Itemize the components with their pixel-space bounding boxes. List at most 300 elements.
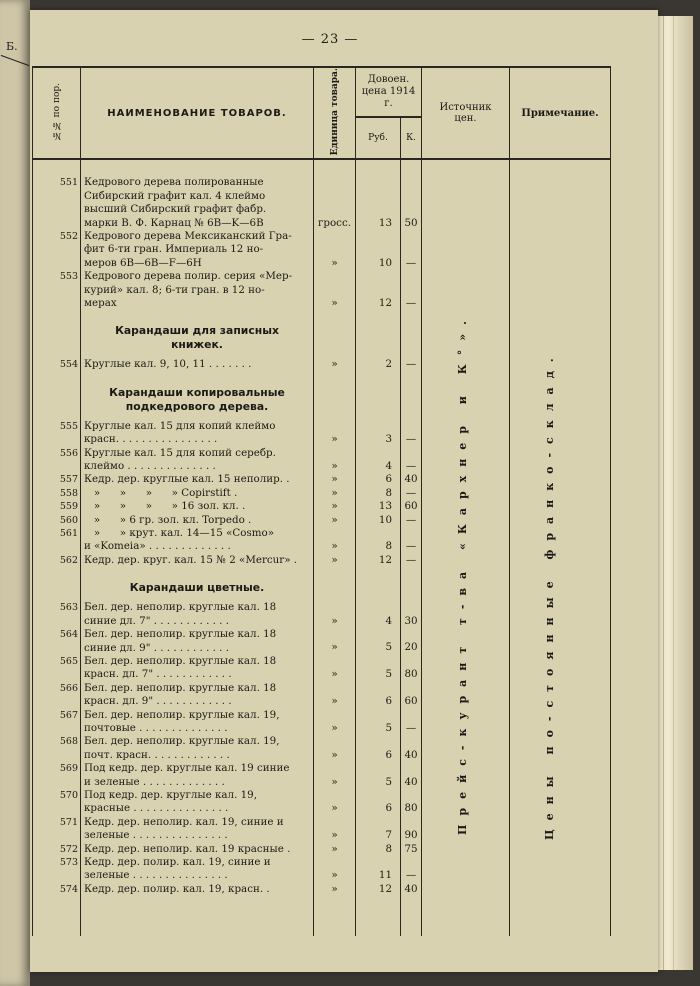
note-cell	[510, 420, 611, 447]
item-kop-cell	[401, 500, 422, 513]
item-rub-cell	[356, 655, 401, 682]
table-row	[33, 527, 611, 554]
item-rub-cell	[356, 554, 401, 567]
item-rub-cell	[356, 514, 401, 527]
item-rub: 13	[378, 216, 392, 229]
note-cell	[510, 682, 611, 709]
item-description	[81, 447, 314, 474]
item-text-line: фит 6-ти гран. Империаль 12 но-	[84, 243, 264, 256]
item-description	[81, 487, 314, 500]
note-cell	[510, 554, 611, 567]
item-number: 572	[33, 843, 81, 856]
item-unit-cell	[314, 554, 356, 567]
note-cell	[510, 856, 611, 883]
item-description	[81, 682, 314, 709]
item-unit-cell	[314, 601, 356, 628]
table-row	[33, 500, 611, 513]
table-row	[33, 735, 611, 762]
item-description	[81, 230, 314, 270]
item-rub-cell	[356, 420, 401, 447]
table-row	[33, 230, 611, 270]
item-unit-cell	[314, 789, 356, 816]
item-kop: —	[405, 869, 417, 882]
table-row	[33, 420, 611, 447]
item-unit: »	[331, 668, 338, 681]
item-kop-cell	[401, 655, 422, 682]
item-kop-cell	[401, 762, 422, 789]
item-description	[81, 176, 314, 230]
source-column-text: Прейс-курант т-ва «Кархнер и К°».	[456, 311, 469, 835]
note-cell	[510, 883, 611, 896]
item-description	[81, 789, 314, 816]
item-description	[81, 601, 314, 628]
item-unit: »	[331, 695, 338, 708]
table-row	[33, 270, 611, 310]
table-bottom-row	[33, 896, 611, 936]
item-description	[81, 762, 314, 789]
item-description	[81, 358, 314, 371]
section-heading	[81, 567, 314, 601]
note-cell	[510, 487, 611, 500]
spacer-row	[33, 159, 611, 176]
item-unit: »	[331, 882, 338, 895]
header-unit: Единица товара.	[314, 67, 356, 159]
item-rub-cell	[356, 843, 401, 856]
item-number: 563	[33, 601, 81, 628]
item-number: 565	[33, 655, 81, 682]
item-kop-cell	[401, 789, 422, 816]
item-text-line: » » » » Copirstift .	[84, 486, 238, 499]
item-text-line: марки В. Ф. Карнац № 6B—K—6B	[84, 216, 264, 229]
item-rub-cell	[356, 856, 401, 883]
item-text-line: клеймо . . . . . . . . . . . . . .	[84, 460, 216, 473]
item-text-line: красн. дл. 7" . . . . . . . . . . . .	[84, 668, 232, 681]
item-unit-cell	[314, 447, 356, 474]
item-number: 569	[33, 762, 81, 789]
item-number: 571	[33, 816, 81, 843]
item-kop: 20	[404, 641, 418, 654]
item-unit-cell	[314, 735, 356, 762]
item-text-line: мерах	[84, 297, 117, 309]
note-cell	[510, 270, 611, 310]
item-kop: 40	[404, 473, 418, 486]
item-kop-cell	[401, 883, 422, 896]
item-rub-cell	[356, 789, 401, 816]
item-kop-cell	[401, 176, 422, 230]
item-kop-cell	[401, 527, 422, 554]
item-rub: 8	[385, 486, 392, 499]
header-rub: Руб.	[356, 117, 401, 159]
item-number: 555	[33, 420, 81, 447]
item-rub-cell	[356, 447, 401, 474]
item-rub-cell	[356, 762, 401, 789]
item-text-line: синие дл. 7" . . . . . . . . . . . .	[84, 614, 229, 627]
item-unit: »	[331, 500, 338, 513]
spine-rule	[1, 55, 30, 66]
item-unit: »	[331, 433, 338, 446]
item-kop: 40	[404, 775, 418, 788]
item-text-line: Кедр. дер. круг. кал. 15 № 2 «Mercur» .	[84, 553, 298, 566]
section-heading-line: Карандаши для записных	[115, 324, 279, 338]
item-kop-cell	[401, 487, 422, 500]
note-cell	[510, 514, 611, 527]
item-text-line: Кедрового дерева полированные	[84, 176, 264, 189]
item-text-line: Круглые кал. 15 для копий клеймо	[84, 419, 276, 432]
item-rub: 6	[385, 695, 392, 708]
item-text-line: Кедрового дерева Мексиканский Гра-	[84, 229, 292, 242]
item-text-line: Круглые кал. 15 для копий серебр.	[84, 446, 276, 459]
table-row	[33, 447, 611, 474]
item-kop: —	[405, 358, 417, 371]
table-row	[33, 883, 611, 896]
item-unit-cell	[314, 514, 356, 527]
item-rub: 5	[385, 721, 392, 734]
item-number: 574	[33, 883, 81, 896]
item-rub: 5	[385, 668, 392, 681]
item-text-line: Кедр. дер. круглые кал. 15 неполир. .	[84, 473, 290, 486]
item-unit-cell	[314, 816, 356, 843]
item-description	[81, 709, 314, 736]
header-note: Примечание.	[510, 67, 611, 159]
item-unit-cell	[314, 709, 356, 736]
note-cell	[510, 655, 611, 682]
item-kop: —	[405, 433, 417, 446]
item-text-line: красные . . . . . . . . . . . . . . .	[84, 802, 229, 815]
note-cell	[510, 843, 611, 856]
item-kop-cell	[401, 843, 422, 856]
book-spine	[0, 0, 30, 986]
note-cell	[510, 230, 611, 270]
item-unit: »	[331, 775, 338, 788]
item-text-line: Круглые кал. 9, 10, 11 . . . . . . .	[84, 358, 252, 371]
note-cell	[510, 527, 611, 554]
item-rub-cell	[356, 473, 401, 486]
table-body	[33, 159, 611, 936]
header-name: НАИМЕНОВАНИЕ ТОВАРОВ.	[81, 67, 314, 159]
item-unit: »	[331, 358, 338, 371]
item-text-line: Бел. дер. неполир. круглые кал. 19,	[84, 735, 280, 748]
item-kop: —	[405, 256, 417, 269]
source-cell	[422, 883, 510, 896]
note-cell	[510, 735, 611, 762]
item-kop: 60	[404, 695, 418, 708]
item-kop: 90	[404, 829, 418, 842]
item-description	[81, 514, 314, 527]
item-kop-cell	[401, 554, 422, 567]
item-unit-cell	[314, 176, 356, 230]
item-rub-cell	[356, 487, 401, 500]
item-unit-cell	[314, 270, 356, 310]
item-unit: »	[331, 513, 338, 526]
item-kop-cell	[401, 856, 422, 883]
spine-mark: Б.	[6, 40, 18, 53]
item-rub: 10	[378, 256, 392, 269]
item-rub: 6	[385, 473, 392, 486]
item-text-line: » » крут. кал. 14—15 «Cosmo»	[84, 527, 275, 540]
item-rub-cell	[356, 230, 401, 270]
item-unit-cell	[314, 358, 356, 371]
table-row	[33, 843, 611, 856]
item-kop: —	[405, 553, 417, 566]
item-text-line: высший Сибирский графит фабр.	[84, 203, 267, 216]
item-number: 556	[33, 447, 81, 474]
note-cell	[510, 628, 611, 655]
table-row	[33, 601, 611, 628]
item-description	[81, 527, 314, 554]
item-kop-cell	[401, 735, 422, 762]
item-text-line: Бел. дер. неполир. круглые кал. 18	[84, 654, 277, 667]
item-text-line: Бел. дер. неполир. круглые кал. 19,	[84, 708, 280, 721]
item-text-line: Под кедр. дер. круглые кал. 19 синие	[84, 762, 290, 775]
item-kop: —	[405, 540, 417, 553]
note-cell	[510, 789, 611, 816]
item-rub: 6	[385, 802, 392, 815]
item-rub: 7	[385, 829, 392, 842]
item-unit-cell	[314, 473, 356, 486]
item-text-line: почтовые . . . . . . . . . . . . . .	[84, 721, 228, 734]
document-page	[30, 10, 658, 972]
item-rub: 5	[385, 641, 392, 654]
item-rub-cell	[356, 709, 401, 736]
item-number: 566	[33, 682, 81, 709]
item-number: 561	[33, 527, 81, 554]
item-kop: 40	[404, 882, 418, 895]
item-number: 554	[33, 358, 81, 371]
item-kop: 75	[404, 842, 418, 855]
item-rub: 8	[385, 540, 392, 553]
item-text-line: синие дл. 9" . . . . . . . . . . . .	[84, 641, 229, 654]
item-text-line: Под кедр. дер. круглые кал. 19,	[84, 788, 257, 801]
item-text-line: Кедрового дерева полир. серия «Мер-	[84, 270, 293, 283]
item-kop-cell	[401, 473, 422, 486]
table-row	[33, 655, 611, 682]
note-column-text: Цены по-стоянные франко-склад.	[543, 349, 556, 840]
item-kop: —	[405, 486, 417, 499]
item-unit-cell	[314, 487, 356, 500]
section-heading-line: книжек.	[171, 338, 223, 352]
item-kop: —	[405, 460, 417, 473]
item-rub: 3	[385, 433, 392, 446]
price-table	[32, 66, 611, 936]
note-cell	[510, 473, 611, 486]
table-row	[33, 682, 611, 709]
item-kop: 50	[404, 216, 418, 229]
item-unit-cell	[314, 420, 356, 447]
note-cell	[510, 709, 611, 736]
item-description	[81, 856, 314, 883]
item-kop-cell	[401, 514, 422, 527]
item-unit: »	[331, 614, 338, 627]
item-unit: »	[331, 256, 338, 269]
item-rub: 12	[378, 553, 392, 566]
item-number: 557	[33, 473, 81, 486]
item-rub: 13	[378, 500, 392, 513]
item-description	[81, 628, 314, 655]
section-heading-line: Карандаши цветные.	[129, 581, 265, 595]
item-kop: —	[405, 296, 417, 309]
item-kop: —	[405, 721, 417, 734]
item-rub-cell	[356, 176, 401, 230]
item-text-line: меров 6B—6B—F—6H	[84, 256, 202, 269]
section-heading	[81, 372, 314, 420]
item-unit: »	[331, 842, 338, 855]
item-rub: 10	[378, 513, 392, 526]
item-rub-cell	[356, 601, 401, 628]
item-description	[81, 500, 314, 513]
item-rub: 4	[385, 460, 392, 473]
item-rub-cell	[356, 883, 401, 896]
item-unit-cell	[314, 682, 356, 709]
item-rub: 8	[385, 842, 392, 855]
table-row	[33, 628, 611, 655]
item-text-line: Кедр. дер. полир. кал. 19, синие и	[84, 856, 271, 868]
item-description	[81, 270, 314, 310]
item-unit: »	[331, 829, 338, 842]
item-unit: »	[331, 540, 338, 553]
item-description	[81, 554, 314, 567]
item-description	[81, 655, 314, 682]
item-kop-cell	[401, 709, 422, 736]
source-cell	[422, 856, 510, 883]
item-number: 562	[33, 554, 81, 567]
item-number: 568	[33, 735, 81, 762]
item-description	[81, 883, 314, 896]
item-rub-cell	[356, 816, 401, 843]
table-row	[33, 856, 611, 883]
table-row	[33, 554, 611, 567]
item-kop: 80	[404, 802, 418, 815]
item-number: 560	[33, 514, 81, 527]
item-unit: »	[331, 802, 338, 815]
header-kop: К.	[401, 117, 422, 159]
item-kop-cell	[401, 447, 422, 474]
table-row	[33, 709, 611, 736]
header-source: Источник цен.	[422, 67, 510, 159]
item-text-line: почт. красн. . . . . . . . . . . . .	[84, 748, 230, 761]
source-cell	[422, 176, 510, 230]
item-description	[81, 473, 314, 486]
item-text-line: Бел. дер. неполир. круглые кал. 18	[84, 628, 277, 641]
item-unit: »	[331, 473, 338, 486]
item-rub-cell	[356, 628, 401, 655]
note-cell	[510, 500, 611, 513]
item-number: 559	[33, 500, 81, 513]
item-rub-cell	[356, 682, 401, 709]
section-row	[33, 372, 611, 420]
table-row	[33, 789, 611, 816]
item-number: 552	[33, 230, 81, 270]
item-kop-cell	[401, 682, 422, 709]
item-rub: 2	[385, 358, 392, 371]
item-text-line: зеленые . . . . . . . . . . . . . . .	[84, 829, 228, 842]
item-kop: 40	[404, 748, 418, 761]
item-kop: 80	[404, 668, 418, 681]
item-kop-cell	[401, 270, 422, 310]
item-rub-cell	[356, 527, 401, 554]
item-text-line: красн. дл. 9" . . . . . . . . . . . .	[84, 695, 232, 708]
item-text-line: Сибирский графит кал. 4 клеймо	[84, 189, 266, 202]
item-kop-cell	[401, 601, 422, 628]
table-row	[33, 358, 611, 371]
item-unit: »	[331, 641, 338, 654]
item-number: 567	[33, 709, 81, 736]
item-kop-cell	[401, 420, 422, 447]
item-unit-cell	[314, 843, 356, 856]
item-unit: »	[331, 869, 338, 882]
item-kop: 60	[404, 500, 418, 513]
item-kop: —	[405, 513, 417, 526]
section-heading	[81, 310, 314, 358]
item-rub-cell	[356, 735, 401, 762]
item-rub: 12	[378, 882, 392, 895]
item-unit: »	[331, 486, 338, 499]
item-unit: »	[331, 721, 338, 734]
item-text-line: Кедр. дер. неполир. кал. 19, синие и	[84, 815, 284, 828]
item-number: 573	[33, 856, 81, 883]
item-kop-cell	[401, 230, 422, 270]
item-kop-cell	[401, 816, 422, 843]
table-row	[33, 816, 611, 843]
item-unit-cell	[314, 500, 356, 513]
item-unit-cell	[314, 628, 356, 655]
note-cell	[510, 358, 611, 371]
item-text-line: » » 6 гр. зол. кл. Torpedo .	[84, 513, 252, 526]
header-price: Довоен. цена 1914 г.	[356, 67, 422, 117]
source-cell	[422, 843, 510, 856]
item-unit: гросс.	[318, 216, 351, 229]
item-text-line: » » » » 16 зол. кл. .	[84, 500, 246, 513]
item-text-line: курий» кал. 8; 6-ти гран. в 12 но-	[84, 283, 265, 296]
page-number: — 23 —	[301, 32, 359, 47]
item-unit-cell	[314, 883, 356, 896]
item-description	[81, 420, 314, 447]
item-unit-cell	[314, 230, 356, 270]
note-cell	[510, 447, 611, 474]
item-kop-cell	[401, 358, 422, 371]
item-description	[81, 735, 314, 762]
item-number: 564	[33, 628, 81, 655]
table-row	[33, 514, 611, 527]
item-rub-cell	[356, 500, 401, 513]
item-number: 570	[33, 789, 81, 816]
item-unit-cell	[314, 655, 356, 682]
item-kop-cell	[401, 628, 422, 655]
item-text-line: Кедр. дер. неполир. кал. 19 красные .	[84, 842, 291, 855]
section-heading-line: подкедрового дерева.	[125, 399, 269, 413]
item-number: 558	[33, 487, 81, 500]
item-text-line: Бел. дер. неполир. круглые кал. 18	[84, 601, 277, 614]
item-kop: 30	[404, 614, 418, 627]
item-rub-cell	[356, 270, 401, 310]
item-text-line: зеленые . . . . . . . . . . . . . . .	[84, 869, 228, 882]
table-row	[33, 762, 611, 789]
item-rub-cell	[356, 358, 401, 371]
item-text-line: красн. . . . . . . . . . . . . . . .	[84, 433, 218, 446]
item-unit-cell	[314, 856, 356, 883]
table-row	[33, 487, 611, 500]
item-rub: 4	[385, 614, 392, 627]
item-unit: »	[331, 296, 338, 309]
item-rub: 12	[378, 296, 392, 309]
note-cell	[510, 601, 611, 628]
item-unit-cell	[314, 527, 356, 554]
item-text-line: Бел. дер. неполир. круглые кал. 18	[84, 681, 277, 694]
item-text-line: и «Komeia» . . . . . . . . . . . . .	[84, 540, 231, 553]
item-number: 553	[33, 270, 81, 310]
section-heading-line: Карандаши копировальные	[109, 385, 285, 399]
item-rub: 11	[378, 869, 392, 882]
table-row	[33, 473, 611, 486]
